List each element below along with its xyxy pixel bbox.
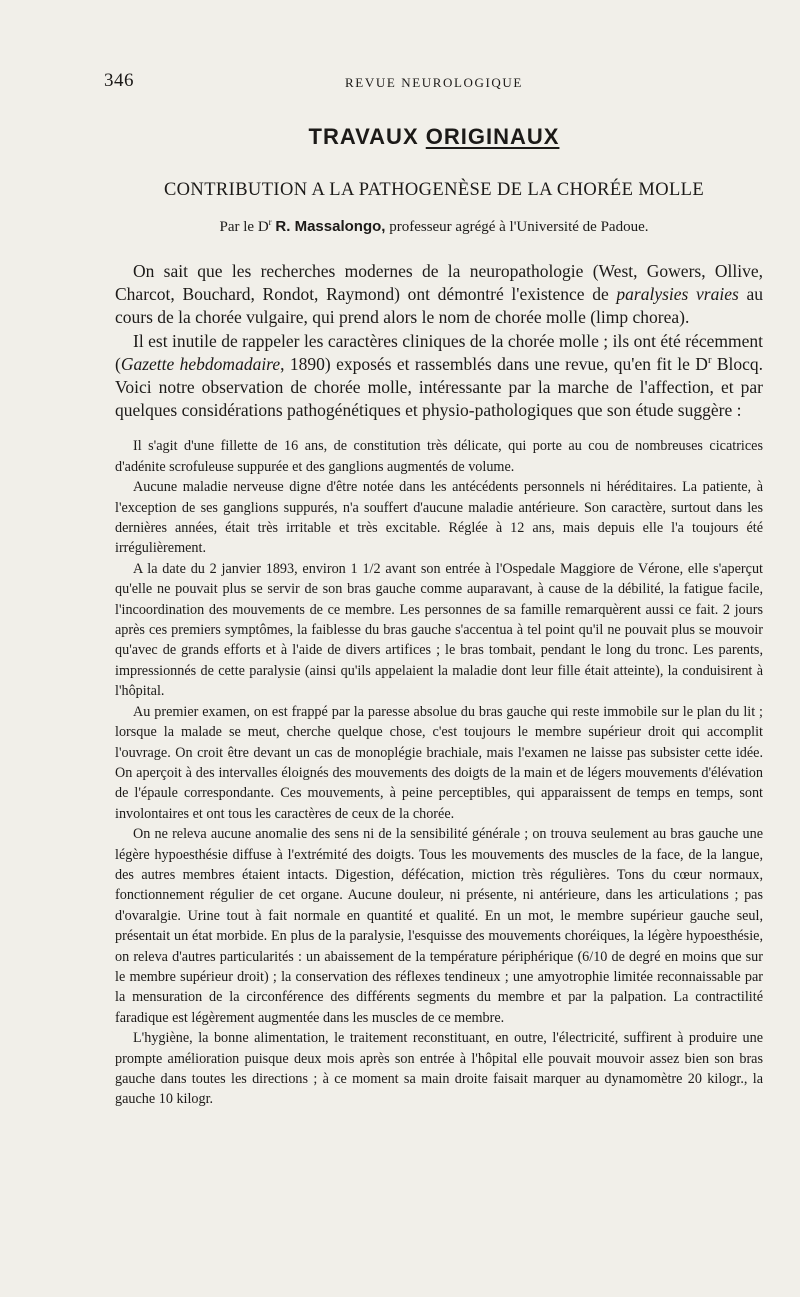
- intro-p2-emphasis: Gazette hebdomadaire: [120, 353, 281, 374]
- intro-p1-emphasis: paralysies vraies: [616, 284, 739, 305]
- intro-paragraph-1: [115, 260, 763, 330]
- author-affiliation: professeur agrégé à l'Université de Padoue.: [389, 219, 649, 235]
- intro-p2-sup: r: [707, 354, 712, 366]
- page-number: 346: [104, 70, 134, 91]
- observation-paragraph-3: A la date du 2 janvier 1893, environ 1 1/2 avant son entrée à l'Ospedale Maggiore de Vérone, elle s'aperçut qu'elle ne pouvait plus se servir de son bras gauche comme auparavant, à cause de la débilité, la fatigue facile, l'incoordination des mouvements de ce membre. Les personnes de sa famille remarquèrent aussi ce fait. 2 jours après ces premiers symptômes, la faiblesse du bras gauche s'accentua à tel point qu'il ne pouvait plus se mouvoir qu'avec de grands efforts et à l'aide de divers artifices ; le bras tombait, pendant le long du tronc. Les parents, impressionnés de cette paralysie (ainsi qu'ils appelaient la maladie dont leur fille était atteinte), la conduisirent à l'hôpital.: [115, 560, 763, 700]
- byline-prefix: Par le D: [219, 219, 269, 235]
- intro-p2-text-b: , 1890) exposés et rassemblés dans une revue, qu'en fit le D: [280, 353, 708, 374]
- intro-p1-text-a: On sait que les recherches modernes de la neuropathologie (West, Gowers, Ollive, Charcot, Bouchard, Rondot, Raymond) ont démontré l'existence de: [115, 261, 763, 305]
- section-title-word-2: ORIGINAUX: [425, 124, 560, 149]
- page-header: [104, 70, 764, 94]
- intro-p2-text-c: Blocq. Voici notre observation de chorée molle, intéressante par la marche de l'affection, et par quelques considérations pathogénétiques et physio-pathologiques que son étude suggère :: [115, 353, 763, 421]
- byline-sup: r: [268, 217, 272, 227]
- byline: [104, 218, 764, 236]
- observation-paragraph-5: On ne releva aucune anomalie des sens ni de la sensibilité générale ; on trouva seulement au bras gauche une légère hypoesthésie diffuse à l'extrémité des doigts. Tous les mouvements des muscles de la face, de la langue, des autres membres étaient intacts. Digestion, défécation, miction très régulières. Tons du cœur normaux, fonctionnement régulier de cet organe. Aucune douleur, ni présente, ni antérieure, dans les articulations ; pas d'ovaralgie. Urine tout à fait normale en quantité et qualité. En un mot, le membre supérieur gauche seul, présentait un état morbide. En plus de la paralysie, l'esquisse des mouvements choréiques, la légère hypoesthésie, on releva d'autres particularités : un abaissement de la température périphérique (6/10 de degré en moins que sur le membre supérieur droit) ; la conservation des réflexes tendineux ; une amyotrophie limitée reconnaissable par la mensuration de la circonférence des différents segments du membre et par la palpation. La contractilité faradique est légèrement augmentée dans les muscles de ce membre.: [115, 826, 763, 1026]
- section-title-word-1: TRAVAUX: [308, 124, 419, 149]
- author-name: R. Massalongo,: [275, 218, 386, 235]
- introduction: [115, 260, 763, 422]
- observation-paragraph-2: Aucune maladie nerveuse digne d'être notée dans les antécédents personnels ni héréditaires. La patiente, à l'exception de ses ganglions suppurés, n'a souffert d'aucune maladie antérieure. Son caractère, surtout dans les dernières années, était très irritable et très excitable. Réglée à 12 ans, mais depuis elle l'a toujours été irrégulièrement.: [115, 479, 763, 557]
- intro-paragraph-2: [115, 330, 763, 423]
- section-title: [104, 124, 764, 150]
- observation-paragraph-4: Au premier examen, on est frappé par la paresse absolue du bras gauche qui reste immobile sur le plan du lit ; lorsque la malade se meut, cherche quelque chose, c'est toujours le membre supérieur droit qui accomplit l'ouvrage. On croit être devant un cas de monoplégie brachiale, mais l'examen ne laisse pas subsister cette idée. On aperçoit à des intervalles éloignés des mouvements des doigts de la main et de légers mouvements d'élévation de l'épaule correspondante. Ces mouvements, à peine perceptibles, qui apparaissent de temps en temps, sont involontaires et ont tous les caractères de ceux de la chorée.: [115, 703, 763, 822]
- running-head: REVUE NEUROLOGIQUE: [345, 75, 523, 90]
- article-body: [115, 260, 763, 1110]
- article-title: CONTRIBUTION A LA PATHOGENÈSE DE LA CHORÉE MOLLE: [163, 180, 705, 200]
- intro-p2-text-a: Il est inutile de rappeler les caractères cliniques de la chorée molle ; ils ont été récemment (: [115, 330, 763, 374]
- observation: [115, 436, 763, 1109]
- observation-paragraph-1: Il s'agit d'une fillette de 16 ans, de constitution très délicate, qui porte au cou de nombreuses cicatrices d'adénite scrofuleuse suppurée et des ganglions augmentés de volume.: [115, 438, 763, 475]
- intro-p1-text-b: au cours de la chorée vulgaire, qui prend alors le nom de chorée molle (limp chorea).: [115, 284, 763, 328]
- observation-paragraph-6: L'hygiène, la bonne alimentation, le traitement reconstituant, en outre, l'électricité, suffirent à produire une prompte amélioration puisque deux mois après son entrée à l'hôpital elle pouvait mouvoir assez bien son bras gauche dans toutes les directions ; à ce moment sa main droite faisait marquer au dynamomètre 20 kilogr., la gauche 10 kilogr.: [115, 1030, 763, 1108]
